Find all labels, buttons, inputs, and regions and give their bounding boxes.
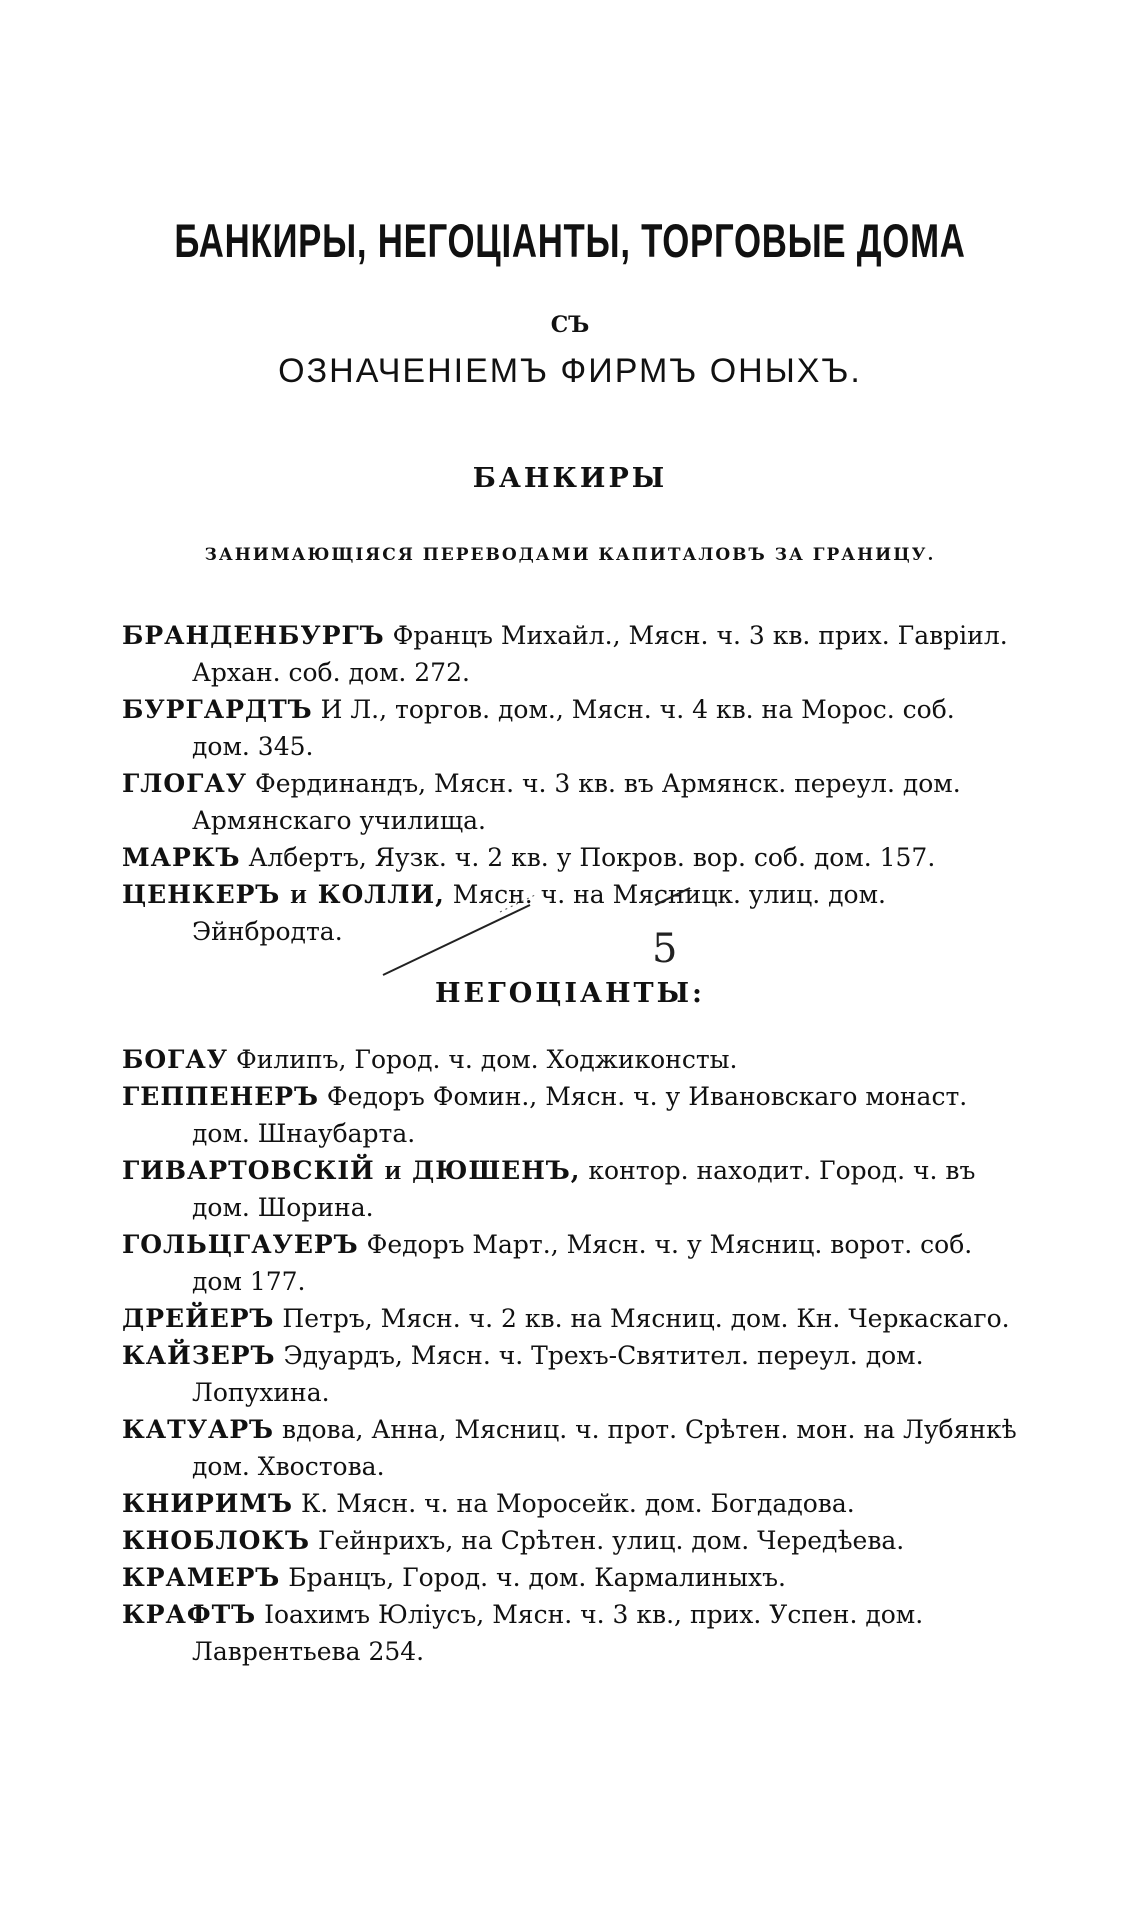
list-item bbox=[122, 1300, 1020, 1337]
entry-name: ГОЛЬЦГАУЕРЪ bbox=[122, 1230, 359, 1259]
list-item bbox=[122, 1559, 1020, 1596]
entry-name: МАРКЪ bbox=[122, 843, 241, 872]
list-item bbox=[122, 1041, 1020, 1078]
entry-name: КРАФТЪ bbox=[122, 1600, 257, 1629]
entry-name: КРАМЕРЪ bbox=[122, 1563, 281, 1592]
entry-name: ЦЕНКЕРЪ и КОЛЛИ, bbox=[122, 880, 445, 909]
entry-name: ГЛОГАУ bbox=[122, 769, 248, 798]
list-item bbox=[122, 765, 1020, 839]
entry-text: Федоръ Фомин., Мясн. ч. у Ивановскаго монаст. дом. Шнаубарта. bbox=[192, 1082, 968, 1148]
list-item bbox=[122, 1226, 1020, 1300]
entry-text: Гейнрихъ, на Срѣтен. улиц. дом. Чередѣева. bbox=[310, 1526, 905, 1555]
entry-name: БУРГАРДТЪ bbox=[122, 695, 313, 724]
subtitle: ОЗНАЧЕНІЕМЪ ФИРМЪ ОНЫХЪ. bbox=[278, 352, 862, 390]
entry-name: ГИВАРТОВСКІЙ и ДЮШЕНЪ, bbox=[122, 1156, 581, 1185]
list-item bbox=[122, 1411, 1020, 1485]
entry-text: Іоахимъ Юліусъ, Мясн. ч. 3 кв., прих. Успен. дом. Лаврентьева 254. bbox=[192, 1600, 924, 1666]
entry-text: Фердинандъ, Мясн. ч. 3 кв. въ Армянск. переул. дом. Армянскаго училища. bbox=[192, 769, 961, 835]
entry-name: ДРЕЙЕРЪ bbox=[122, 1304, 275, 1333]
entry-text: контор. находит. Город. ч. въ дом. Шорина. bbox=[192, 1156, 976, 1222]
entry-text: Филипъ, Город. ч. дом. Ходжиконсты. bbox=[228, 1045, 738, 1074]
annotation-number: 5 bbox=[652, 926, 678, 972]
entry-name: КНОБЛОКЪ bbox=[122, 1526, 311, 1555]
list-item bbox=[122, 839, 1020, 876]
entry-text: И Л., торгов. дом., Мясн. ч. 4 кв. на Морос. соб. дом. 345. bbox=[192, 695, 955, 761]
entry-text: Албертъ, Яузк. ч. 2 кв. у Покров. вор. соб. дом. 157. bbox=[240, 843, 936, 872]
entry-name: КАЙЗЕРЪ bbox=[122, 1341, 276, 1370]
list-item bbox=[122, 1522, 1020, 1559]
entry-name: КНИРИМЪ bbox=[122, 1489, 293, 1518]
entry-text: Эдуардъ, Мясн. ч. Трехъ-Святител. переул. дом. Лопухина. bbox=[192, 1341, 924, 1407]
entry-name: БРАНДЕНБУРГЪ bbox=[122, 621, 385, 650]
entry-text: Петръ, Мясн. ч. 2 кв. на Мясниц. дом. Кн. Черкаскаго. bbox=[274, 1304, 1010, 1333]
subtitle-conjunction: СЪ bbox=[550, 312, 590, 338]
entry-text: Бранцъ, Город. ч. дом. Кармалиныхъ. bbox=[280, 1563, 786, 1592]
list-item bbox=[122, 691, 1020, 765]
list-item bbox=[122, 1152, 1020, 1226]
section-heading-merchants: НЕГОЦІАНТЫ: bbox=[435, 978, 705, 1009]
entry-text: Федоръ Март., Мясн. ч. у Мясниц. ворот. соб. дом 177. bbox=[192, 1230, 973, 1296]
list-item bbox=[122, 1078, 1020, 1152]
list-item bbox=[122, 1337, 1020, 1411]
entry-text: К. Мясн. ч. на Моросейк. дом. Богдадова. bbox=[293, 1489, 855, 1518]
section-note-bankers: ЗАНИМАЮЩІЯСЯ ПЕРЕВОДАМИ КАПИТАЛОВЪ ЗА ГРАНИЦУ. bbox=[204, 545, 936, 565]
entry-text: Мясн. ч. на Мясницк. улиц. дом. Эйнбродта. bbox=[192, 880, 886, 946]
section-heading-bankers: БАНКИРЫ bbox=[472, 463, 668, 494]
entry-name: ГЕППЕНЕРЪ bbox=[122, 1082, 319, 1111]
entry-name: БОГАУ bbox=[122, 1045, 229, 1074]
list-item bbox=[122, 876, 1020, 950]
list-item bbox=[122, 617, 1020, 691]
merchants-list bbox=[122, 1041, 1020, 1670]
list-item bbox=[122, 1596, 1020, 1670]
list-item bbox=[122, 1485, 1020, 1522]
entry-text: Францъ Михайл., Мясн. ч. 3 кв. прих. Гавріил. Архан. соб. дом. 272. bbox=[192, 621, 1008, 687]
page-title: БАНКИРЫ, НЕГОЦІАНТЫ, ТОРГОВЫЕ ДОМА bbox=[174, 214, 966, 267]
bankers-list bbox=[122, 617, 1020, 950]
entry-name: КАТУАРЪ bbox=[122, 1415, 275, 1444]
entry-text: вдова, Анна, Мясниц. ч. прот. Срѣтен. мон. на Лубянкѣ дом. Хвостова. bbox=[192, 1415, 1017, 1481]
